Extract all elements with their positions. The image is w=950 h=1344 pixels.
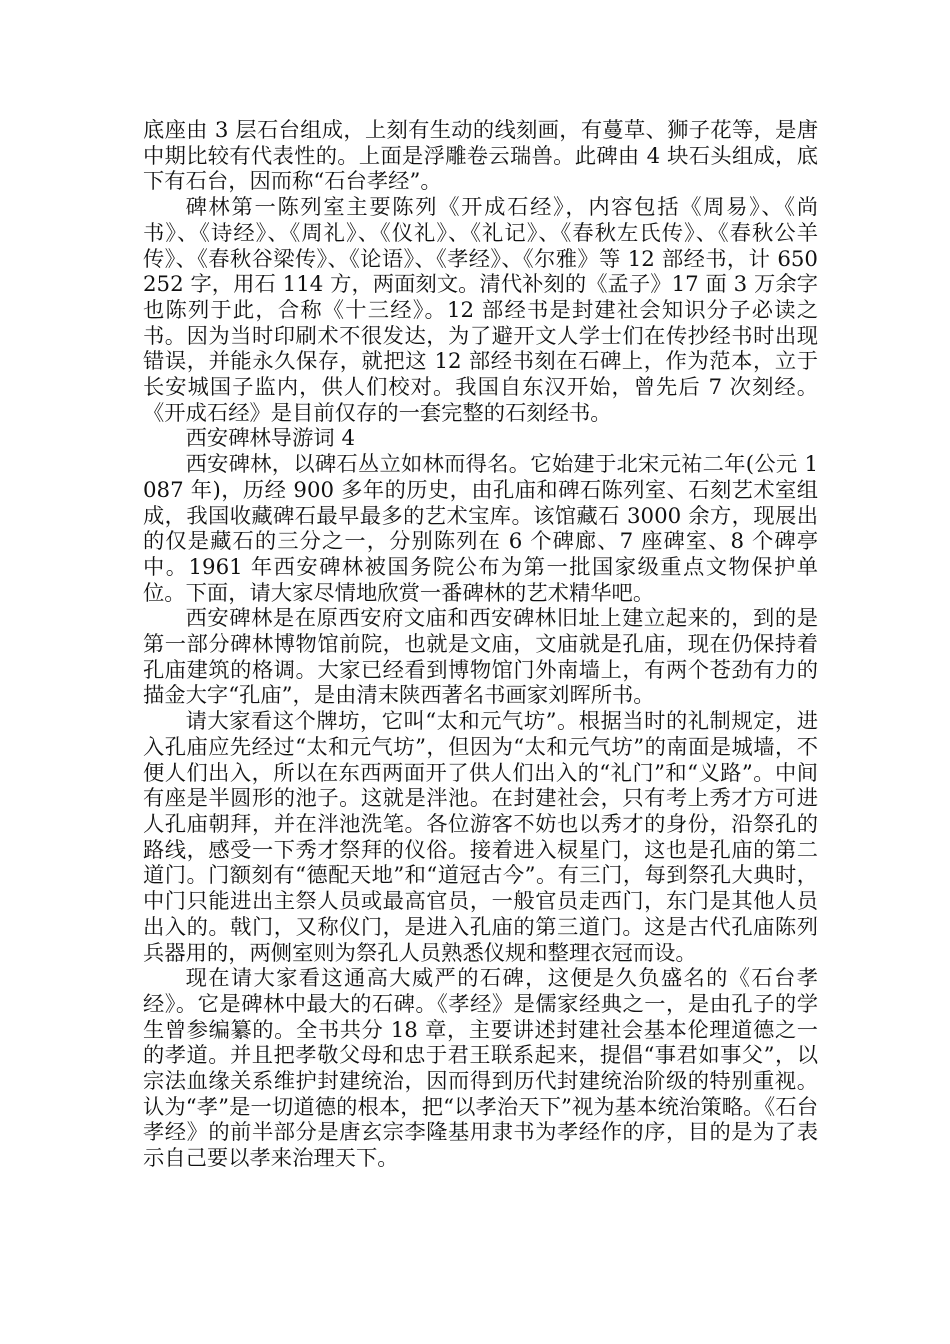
document-page [143,118,818,1172]
paragraph-forest-of-steles-intro: 西安碑林，以碑石丛立如林而得名。它始建于北宋元祐二年(公元 1087 年)，历经 900 多年的历史，由孔庙和碑石陈列室、石刻艺术室组成，我国收藏碑石最早最多的艺术宝库。该馆藏石 3000 余方，现展出的仅是藏石的三分之一，分别陈列在 6 个碑廊、7 座碑室、8 个碑亭中。1961 年西安碑林被国务院公布为第一批国家级重点文物保护单位。下面，请大家尽情地欣赏一番碑林的艺术精华吧。 [143,452,818,606]
paragraph-confucian-temple: 西安碑林是在原西安府文庙和西安碑林旧址上建立起来的，到的是第一部分碑林博物馆前院，也就是文庙，文庙就是孔庙，现在仍保持着孔庙建筑的格调。大家已经看到博物馆门外南墙上，有两个苍劲有力的描金大字“孔庙”，是由清末陕西著名书画家刘晖所书。 [143,606,818,709]
paragraph-continuation: 底座由 3 层石台组成，上刻有生动的线刻画，有蔓草、狮子花等，是唐中期比较有代表性的。上面是浮雕卷云瑞兽。此碑由 4 块石头组成，底下有石台，因而称“石台孝经”。 [143,118,818,195]
section-heading: 西安碑林导游词 4 [185,426,355,452]
paragraph-first-exhibition-hall: 碑林第一陈列室主要陈列《开成石经》，内容包括《周易》、《尚书》、《诗经》、《周礼》、《仪礼》、《礼记》、《春秋左氏传》、《春秋公羊传》、《春秋谷梁传》、《论语》、《孝经》、《尔雅》等 12 部经书，计 650252 字，用石 114 方，两面刻文。清代补刻的《孟子》17 面 3 万余字也陈列于此，合称《十三经》。12 部经书是封建社会知识分子必读之书。因为当时印刷术不很发达，为了避开文人学士们在传抄经书时出现错误，并能永久保存，就把这 12 部经书刻在石碑上，作为范本，立于长安城国子监内，供人们校对。我国自东汉开始，曾先后 7 次刻经。《开成石经》是目前仅存的一套完整的石刻经书。 [143,195,818,426]
paragraph-stone-terrace-filial-classic: 现在请大家看这通高大威严的石碑，这便是久负盛名的《石台孝经》。它是碑林中最大的石碑。《孝经》是儒家经典之一，是由孔子的学生曾参编纂的。全书共分 18 章，主要讲述封建社会基本伦理道德之一的孝道。并且把孝敬父母和忠于君王联系起来，提倡“事君如事父”，以宗法血缘关系维护封建统治，因而得到历代封建统治阶级的特别重视。认为“孝”是一切道德的根本，把“以孝治天下”视为基本统治策略。《石台孝经》的前半部分是唐玄宗李隆基用隶书为孝经作的序，目的是为了表示自己要以孝来治理天下。 [143,966,818,1172]
paragraph-archway: 请大家看这个牌坊，它叫“太和元气坊”。根据当时的礼制规定，进入孔庙应先经过“太和元气坊”，但因为“太和元气坊”的南面是城墙，不便人们出入，所以在东西两面开了供人们出入的“礼门”和“义路”。中间有座是半圆形的池子。这就是泮池。在封建社会，只有考上秀才方可进人孔庙朝拜，并在泮池洗笔。各位游客不妨也以秀才的身份，沿祭孔的路线，感受一下秀才祭拜的仪俗。接着进入棂星门，这也是孔庙的第二道门。门额刻有“德配天地”和“道冠古今”。有三门，每到祭孔大典时，中门只能进出主祭人员或最高官员，一般官员走西门，东门是其他人员出入的。戟门，又称仪门，是进入孔庙的第三道门。这是古代孔庙陈列兵器用的，两侧室则为祭孔人员熟悉仪规和整理衣冠而设。 [143,709,818,966]
